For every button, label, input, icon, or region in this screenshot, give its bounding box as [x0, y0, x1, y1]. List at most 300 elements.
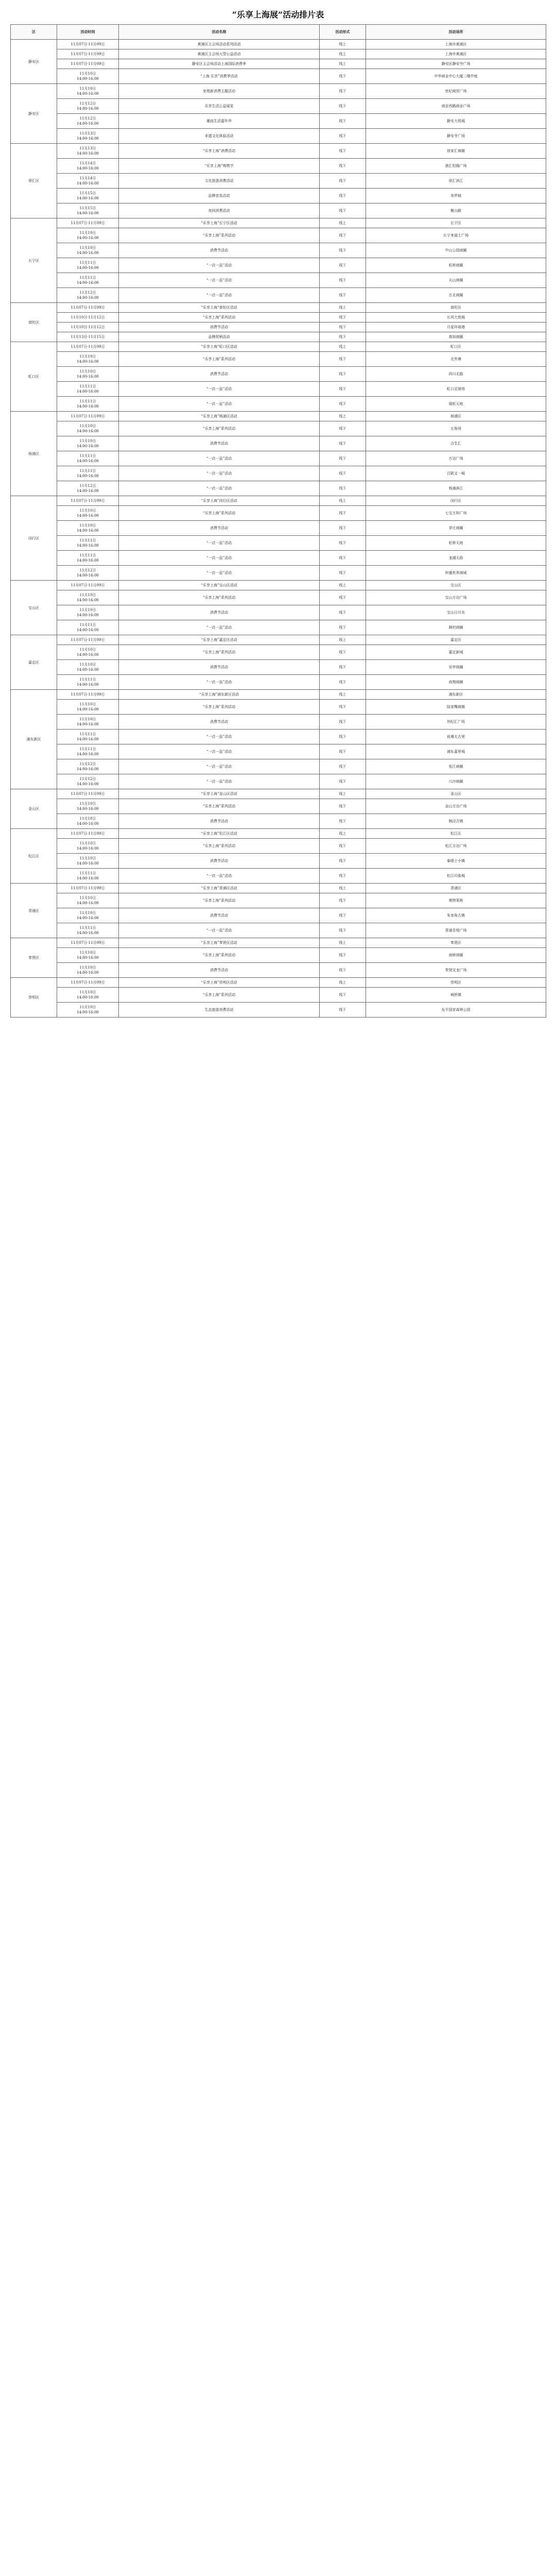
venue-cell: 世纪商贸广场: [366, 84, 546, 99]
venue-cell: 古北商圈: [366, 288, 546, 303]
table-row: [11, 854, 546, 869]
name-cell: 生态旅游消费活动: [119, 1003, 320, 1018]
name-cell: 消费节活动: [119, 963, 320, 978]
header-time: 活动时间: [57, 25, 119, 40]
name-cell: 品牌首发活动: [119, 189, 320, 204]
name-cell: 黄浦区主会场活动系列活动: [119, 40, 320, 49]
mode-cell: 线下: [320, 436, 366, 451]
venue-cell: 安亭商圈: [366, 660, 546, 675]
time-cell: 11月07日-11月09日: [57, 342, 119, 352]
time-cell: 11月11日 14:00-16:00: [57, 273, 119, 288]
time-cell: 11月07日-11月09日: [57, 496, 119, 506]
name-cell: 静安区主会场活动上海国际消费季: [119, 59, 320, 69]
venue-cell: 虹口区: [366, 342, 546, 352]
venue-cell: 中山公园商圈: [366, 243, 546, 258]
table-row: [11, 159, 546, 174]
time-cell: 11月07日-11月09日: [57, 789, 119, 799]
table-row: [11, 839, 546, 854]
mode-cell: 线上: [320, 884, 366, 893]
mode-cell: 线下: [320, 948, 366, 963]
time-cell: 11月15日 14:00-16:00: [57, 189, 119, 204]
name-cell: “乐享上海”系列活动: [119, 839, 320, 854]
time-cell: 11月14日 14:00-16:00: [57, 159, 119, 174]
venue-cell: 真如商圈: [366, 332, 546, 342]
time-cell: 11月07日-11月09日: [57, 59, 119, 69]
name-cell: “乐享上海”长宁区活动: [119, 218, 320, 228]
venue-cell: 城桥镇: [366, 988, 546, 1003]
time-cell: 11月07日-11月09日: [57, 581, 119, 590]
table-row: [11, 660, 546, 675]
time-cell: 11月10日 14:00-16:00: [57, 605, 119, 620]
name-cell: “乐享上海”宝山区活动: [119, 581, 320, 590]
venue-cell: 上海市黄浦区: [366, 49, 546, 59]
time-cell: 11月07日-11月09日: [57, 978, 119, 988]
name-cell: 黄浦区主会场大型公益活动: [119, 49, 320, 59]
venue-cell: 宝山区: [366, 581, 546, 590]
name-cell: “乐享上海”系列活动: [119, 893, 320, 908]
time-cell: 11月11日 14:00-16:00: [57, 869, 119, 884]
name-cell: “一店一品”活动: [119, 382, 320, 397]
mode-cell: 线下: [320, 382, 366, 397]
table-row: [11, 436, 546, 451]
time-cell: 11月10日 14:00-16:00: [57, 506, 119, 521]
table-row: [11, 99, 546, 114]
table-row: [11, 174, 546, 189]
mode-cell: 线下: [320, 69, 366, 84]
name-cell: “乐享上海”浦东新区活动: [119, 690, 320, 700]
mode-cell: 线上: [320, 40, 366, 49]
venue-cell: 崇明区: [366, 978, 546, 988]
time-cell: 11月10日 14:00-16:00: [57, 908, 119, 923]
time-cell: 11月12日 14:00-16:00: [57, 759, 119, 774]
mode-cell: 线下: [320, 744, 366, 759]
time-cell: 11月07日-11月09日: [57, 884, 119, 893]
mode-cell: 线上: [320, 342, 366, 352]
venue-cell: 静安区静安寺广场: [366, 59, 546, 69]
mode-cell: 线上: [320, 829, 366, 839]
name-cell: “乐享上海”消费活动: [119, 144, 320, 159]
venue-cell: 中华商业中心大厦二楼中庭: [366, 69, 546, 84]
time-cell: 11月14日 14:00-16:00: [57, 174, 119, 189]
table-row: [11, 49, 546, 59]
venue-cell: 万达广场: [366, 451, 546, 466]
mode-cell: 线下: [320, 814, 366, 829]
time-cell: 11月11日 14:00-16:00: [57, 258, 119, 273]
district-cell: 浦东新区: [11, 690, 57, 789]
time-cell: 11月10日 14:00-16:00: [57, 799, 119, 814]
table-row: [11, 799, 546, 814]
header-venue: 活动场所: [366, 25, 546, 40]
table-row: [11, 536, 546, 551]
table-body: [11, 40, 546, 1018]
district-cell: 奉贤区: [11, 938, 57, 978]
table-row: [11, 303, 546, 313]
name-cell: 消费节活动: [119, 436, 320, 451]
table-row: [11, 352, 546, 367]
time-cell: 11月12日 14:00-16:00: [57, 114, 119, 129]
venue-cell: 陆家嘴商圈: [366, 700, 546, 715]
time-cell: 11月10日 14:00-16:00: [57, 700, 119, 715]
table-row: [11, 988, 546, 1003]
name-cell: “乐享上海”青浦区活动: [119, 884, 320, 893]
name-cell: 文化旅游消费活动: [119, 174, 320, 189]
name-cell: “一店一品”活动: [119, 288, 320, 303]
venue-cell: 南翔商圈: [366, 675, 546, 690]
mode-cell: 线上: [320, 789, 366, 799]
venue-cell: 徐汇滨江: [366, 174, 546, 189]
district-cell: 虹口区: [11, 342, 57, 412]
mode-cell: 线下: [320, 99, 366, 114]
district-cell: 徐汇区: [11, 144, 57, 218]
mode-cell: 线上: [320, 581, 366, 590]
mode-cell: 线上: [320, 49, 366, 59]
time-cell: 11月10日 14:00-16:00: [57, 243, 119, 258]
time-cell: 11月11日 14:00-16:00: [57, 675, 119, 690]
venue-cell: 青浦吾悦广场: [366, 923, 546, 938]
venue-cell: 世纪汇广场: [366, 715, 546, 730]
name-cell: “乐享上海”系列活动: [119, 352, 320, 367]
name-cell: “乐享上海”系列活动: [119, 948, 320, 963]
mode-cell: 线下: [320, 174, 366, 189]
mode-cell: 线下: [320, 590, 366, 605]
mode-cell: 线下: [320, 645, 366, 660]
name-cell: “一店一品”活动: [119, 481, 320, 496]
name-cell: 消费节活动: [119, 521, 320, 536]
time-cell: 11月07日-11月09日: [57, 690, 119, 700]
venue-cell: 金山区: [366, 789, 546, 799]
venue-cell: 金山万达广场: [366, 799, 546, 814]
table-row: [11, 323, 546, 332]
mode-cell: 线上: [320, 690, 366, 700]
venue-cell: 嘉定区: [366, 635, 546, 645]
venue-cell: 天山商圈: [366, 273, 546, 288]
time-cell: 11月11日 14:00-16:00: [57, 536, 119, 551]
mode-cell: 线下: [320, 397, 366, 412]
district-cell: 青浦区: [11, 884, 57, 938]
district-cell: 杨浦区: [11, 412, 57, 496]
mode-cell: 线下: [320, 228, 366, 243]
venue-cell: 仲盛世界商城: [366, 566, 546, 581]
name-cell: “乐享上海”系列活动: [119, 421, 320, 436]
name-cell: “一店一品”活动: [119, 923, 320, 938]
mode-cell: 线下: [320, 466, 366, 481]
table-row: [11, 566, 546, 581]
venue-cell: 静安寺广场: [366, 129, 546, 144]
mode-cell: 线下: [320, 759, 366, 774]
venue-cell: 徐家汇商圈: [366, 144, 546, 159]
time-cell: 11月10日 14:00-16:00: [57, 69, 119, 84]
venue-cell: 嘉定新城: [366, 645, 546, 660]
schedule-table: [10, 24, 546, 1018]
name-cell: 潮流生活嘉年华: [119, 114, 320, 129]
mode-cell: 线下: [320, 908, 366, 923]
table-row: [11, 635, 546, 645]
table-row: [11, 243, 546, 258]
mode-cell: 线下: [320, 1003, 366, 1018]
table-row: [11, 412, 546, 421]
table-row: [11, 382, 546, 397]
name-cell: “上海 乐享”消费季活动: [119, 69, 320, 84]
table-row: [11, 551, 546, 566]
table-row: [11, 40, 546, 49]
name-cell: “一店一品”活动: [119, 258, 320, 273]
district-cell: 嘉定区: [11, 635, 57, 690]
venue-cell: 虹桥天地: [366, 536, 546, 551]
venue-cell: 川沙商圈: [366, 774, 546, 789]
time-cell: 11月10日 14:00-16:00: [57, 715, 119, 730]
time-cell: 11月07日-11月09日: [57, 40, 119, 49]
mode-cell: 线下: [320, 313, 366, 323]
venue-cell: 浦东嘉里城: [366, 744, 546, 759]
table-row: [11, 342, 546, 352]
venue-cell: 朱家角古镇: [366, 908, 546, 923]
name-cell: “一店一品”活动: [119, 759, 320, 774]
district-cell: 普陀区: [11, 303, 57, 342]
name-cell: “一店一品”活动: [119, 675, 320, 690]
district-cell: 金山区: [11, 789, 57, 829]
district-cell: 长宁区: [11, 218, 57, 303]
venue-cell: 北外滩: [366, 352, 546, 367]
table-row: [11, 218, 546, 228]
venue-cell: 莘庄商圈: [366, 521, 546, 536]
name-cell: “乐享上海”系列活动: [119, 506, 320, 521]
table-row: [11, 1003, 546, 1018]
time-cell: 11月10日 14:00-16:00: [57, 988, 119, 1003]
name-cell: 消费节活动: [119, 854, 320, 869]
time-cell: 11月11日 14:00-16:00: [57, 466, 119, 481]
table-row: [11, 908, 546, 923]
time-cell: 11月07日-11月09日: [57, 412, 119, 421]
mode-cell: 线上: [320, 412, 366, 421]
mode-cell: 线下: [320, 536, 366, 551]
venue-cell: 上海市黄浦区: [366, 40, 546, 49]
mode-cell: 线下: [320, 715, 366, 730]
time-cell: 11月12日 14:00-16:00: [57, 481, 119, 496]
venue-cell: 南京西路商业广场: [366, 99, 546, 114]
table-row: [11, 581, 546, 590]
time-cell: 11月12日 14:00-16:00: [57, 566, 119, 581]
mode-cell: 线下: [320, 258, 366, 273]
venue-cell: 龙湖天街: [366, 551, 546, 566]
table-row: [11, 288, 546, 303]
table-row: [11, 700, 546, 715]
mode-cell: 线下: [320, 774, 366, 789]
mode-cell: 线下: [320, 730, 366, 744]
time-cell: 11月10日 14:00-16:00: [57, 645, 119, 660]
table-row: [11, 893, 546, 908]
mode-cell: 线下: [320, 129, 366, 144]
name-cell: “乐享上海”崇明区活动: [119, 978, 320, 988]
venue-cell: 东平国家森林公园: [366, 1003, 546, 1018]
time-cell: 11月07日-11月09日: [57, 303, 119, 313]
table-row: [11, 884, 546, 893]
venue-cell: 长宁区: [366, 218, 546, 228]
table-row: [11, 715, 546, 730]
name-cell: “乐享上海”系列活动: [119, 590, 320, 605]
time-cell: 11月10日-11月12日: [57, 323, 119, 332]
time-cell: 11月10日 14:00-16:00: [57, 814, 119, 829]
time-cell: 11月13日 14:00-16:00: [57, 129, 119, 144]
time-cell: 11月10日-11月12日: [57, 313, 119, 323]
mode-cell: 线下: [320, 204, 366, 218]
time-cell: 11月07日-11月09日: [57, 635, 119, 645]
name-cell: 消费节活动: [119, 367, 320, 382]
table-row: [11, 521, 546, 536]
table-row: [11, 84, 546, 99]
table-row: [11, 590, 546, 605]
table-row: [11, 978, 546, 988]
name-cell: 消费节活动: [119, 243, 320, 258]
mode-cell: 线下: [320, 893, 366, 908]
time-cell: 11月12日 14:00-16:00: [57, 288, 119, 303]
table-row: [11, 963, 546, 978]
mode-cell: 线下: [320, 988, 366, 1003]
venue-cell: 长风大悦城: [366, 313, 546, 323]
venue-cell: 合生汇: [366, 436, 546, 451]
document-title: “乐享上海展”活动排片表: [232, 10, 324, 20]
name-cell: “乐享上海”系列活动: [119, 700, 320, 715]
venue-cell: 月星环球港: [366, 323, 546, 332]
district-cell: 静安区: [11, 84, 57, 144]
table-row: [11, 228, 546, 243]
name-cell: 消费节活动: [119, 715, 320, 730]
table-row: [11, 938, 546, 948]
name-cell: “乐享上海”嘉定区活动: [119, 635, 320, 645]
district-cell: 宝山区: [11, 581, 57, 635]
mode-cell: 线下: [320, 566, 366, 581]
table-row: [11, 759, 546, 774]
venue-cell: 杨浦滨江: [366, 481, 546, 496]
table-row: [11, 675, 546, 690]
venue-cell: 四川北路: [366, 367, 546, 382]
mode-cell: 线下: [320, 288, 366, 303]
table-row: [11, 204, 546, 218]
name-cell: 品牌促销活动: [119, 332, 320, 342]
mode-cell: 线下: [320, 332, 366, 342]
time-cell: 11月11日 14:00-16:00: [57, 551, 119, 566]
district-cell: 闵行区: [11, 496, 57, 581]
time-cell: 11月10日 14:00-16:00: [57, 963, 119, 978]
name-cell: “乐享上海”闵行区活动: [119, 496, 320, 506]
mode-cell: 线下: [320, 660, 366, 675]
table-row: [11, 814, 546, 829]
venue-cell: 虹口足球场: [366, 382, 546, 397]
time-cell: 11月07日-11月09日: [57, 49, 119, 59]
venue-cell: 奉贤区: [366, 938, 546, 948]
table-row: [11, 496, 546, 506]
name-cell: “一店一品”活动: [119, 451, 320, 466]
name-cell: “一店一品”活动: [119, 466, 320, 481]
venue-cell: 静安大悦城: [366, 114, 546, 129]
mode-cell: 线下: [320, 700, 366, 715]
venue-cell: 张江商圈: [366, 759, 546, 774]
mode-cell: 线下: [320, 451, 366, 466]
time-cell: 11月07日-11月09日: [57, 829, 119, 839]
mode-cell: 线下: [320, 799, 366, 814]
table-row: [11, 481, 546, 496]
table-row: [11, 869, 546, 884]
name-cell: “一店一品”活动: [119, 869, 320, 884]
table-row: [11, 273, 546, 288]
time-cell: 11月12日 14:00-16:00: [57, 99, 119, 114]
name-cell: 消费节活动: [119, 908, 320, 923]
name-cell: “一店一品”活动: [119, 620, 320, 635]
venue-cell: 浦东新区: [366, 690, 546, 700]
venue-cell: 前滩太古里: [366, 730, 546, 744]
mode-cell: 线下: [320, 675, 366, 690]
table-row: [11, 506, 546, 521]
mode-cell: 线下: [320, 114, 366, 129]
time-cell: 11月10日 14:00-16:00: [57, 839, 119, 854]
time-cell: 11月11日 14:00-16:00: [57, 451, 119, 466]
name-cell: “一店一品”活动: [119, 730, 320, 744]
venue-cell: 杨浦区: [366, 412, 546, 421]
table-row: [11, 69, 546, 84]
venue-cell: 松江印象城: [366, 869, 546, 884]
table-row: [11, 744, 546, 759]
name-cell: 家庭新消费主题活动: [119, 84, 320, 99]
time-cell: 11月10日 14:00-16:00: [57, 521, 119, 536]
time-cell: 11月10日 14:00-16:00: [57, 893, 119, 908]
mode-cell: 线上: [320, 635, 366, 645]
venue-cell: 五角场: [366, 421, 546, 436]
name-cell: 消费节活动: [119, 814, 320, 829]
name-cell: “一店一品”活动: [119, 397, 320, 412]
district-cell: 崇明区: [11, 978, 57, 1018]
time-cell: 11月12日 14:00-16:00: [57, 774, 119, 789]
table-row: [11, 690, 546, 700]
venue-cell: 七宝万科广场: [366, 506, 546, 521]
mode-cell: 线下: [320, 273, 366, 288]
venue-cell: 南桥商圈: [366, 948, 546, 963]
name-cell: 夜间消费活动: [119, 204, 320, 218]
venue-cell: 奥特莱斯: [366, 893, 546, 908]
mode-cell: 线下: [320, 352, 366, 367]
time-cell: 11月11日 14:00-16:00: [57, 382, 119, 397]
table-row: [11, 129, 546, 144]
mode-cell: 线下: [320, 605, 366, 620]
name-cell: “乐享上海”系列活动: [119, 988, 320, 1003]
mode-cell: 线上: [320, 218, 366, 228]
table-row: [11, 332, 546, 342]
time-cell: 11月13日-11月15日: [57, 332, 119, 342]
mode-cell: 线下: [320, 159, 366, 174]
mode-cell: 线下: [320, 367, 366, 382]
mode-cell: 线上: [320, 978, 366, 988]
time-cell: 11月10日 14:00-16:00: [57, 421, 119, 436]
table-row: [11, 948, 546, 963]
time-cell: 11月07日-11月09日: [57, 938, 119, 948]
time-cell: 11月10日 14:00-16:00: [57, 367, 119, 382]
venue-cell: 港汇恒隆广场: [366, 159, 546, 174]
name-cell: 消费节活动: [119, 323, 320, 332]
header-mode: 活动形式: [320, 25, 366, 40]
table-row: [11, 645, 546, 660]
table-row: [11, 144, 546, 159]
table-header: [11, 25, 546, 40]
time-cell: 11月10日 14:00-16:00: [57, 228, 119, 243]
header-district: 区: [11, 25, 57, 40]
name-cell: “乐享上海”系列活动: [119, 799, 320, 814]
table-row: [11, 829, 546, 839]
mode-cell: 线下: [320, 144, 366, 159]
venue-cell: 美罗城: [366, 189, 546, 204]
time-cell: 11月13日 14:00-16:00: [57, 144, 119, 159]
time-cell: 11月10日 14:00-16:00: [57, 84, 119, 99]
time-cell: 11月10日 14:00-16:00: [57, 1003, 119, 1018]
table-row: [11, 605, 546, 620]
table-row: [11, 451, 546, 466]
